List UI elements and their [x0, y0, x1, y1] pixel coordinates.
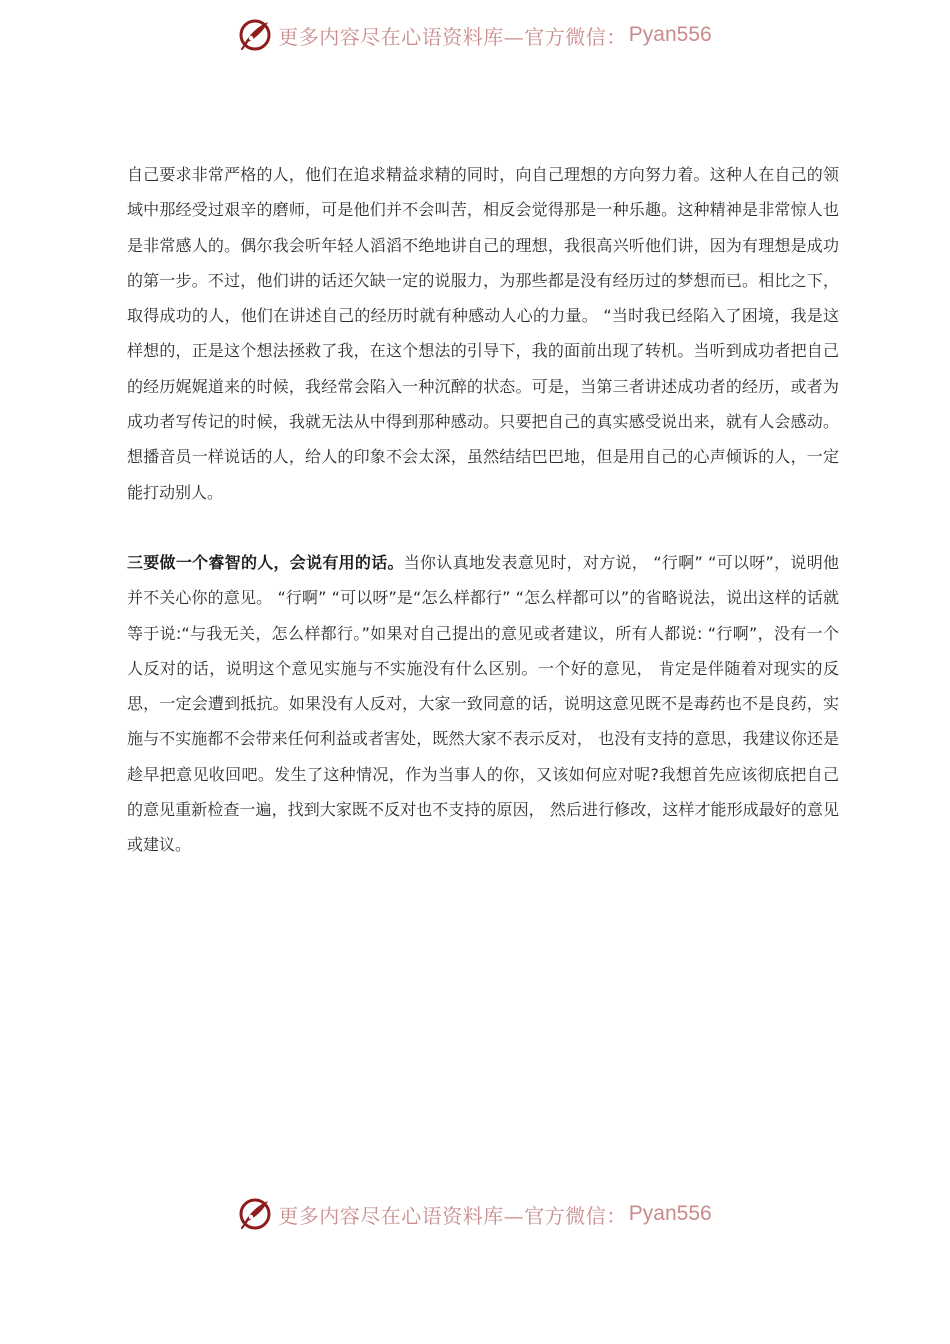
- quill-seal-icon: [238, 18, 272, 52]
- footer-watermark: [0, 1194, 950, 1234]
- watermark-text: 更多内容尽在心语资料库—官方微信：: [278, 1203, 627, 1228]
- watermark-wechat-id: Pyan556: [628, 1202, 712, 1225]
- watermark-wechat-id: Pyan556: [628, 23, 712, 46]
- watermark-text: 更多内容尽在心语资料库—官方微信：: [278, 24, 627, 49]
- document-body: [127, 157, 839, 863]
- quill-seal-icon: [238, 1197, 272, 1231]
- paragraph-2-text: 当你认真地发表意见时，对方说， “行啊” “可以呀”，说明他并不关心你的意见。 “行啊” “可以呀”是“怎么样都行” “怎么样都可以”的省略说法，说出这样的话就等于说:“与我无关，怎么样都行。”如果对自己提出的意见或者建议，所有人都说: “行啊”，没有一个人反对的话，说明这个意见实施与不实施没有什么区别。一个好的意见， 肯定是伴随着对现实的反思，一定会遭到抵抗。如果没有人反对，大家一致同意的话，说明这意见既不是毒药也不是良药，实施与不实施都不会带来任何利益或者害处，既然大家不表示反对， 也没有支持的意思，我建议你还是趁早把意见收回吧。发生了这种情况，作为当事人的你，又该如何应对呢?我想首先应该彻底把自己的意见重新检查一遍，找到大家既不反对也不支持的原因， 然后进行修改，这样才能形成最好的意见或建议。: [127, 552, 839, 855]
- paragraph-1-text: 自己要求非常严格的人，他们在追求精益求精的同时，向自己理想的方向努力着。这种人在自己的领域中那经受过艰辛的磨师，可是他们并不会叫苦，相反会觉得那是一种乐趣。这种精神是非常惊人也是非常感人的。偶尔我会听年轻人滔滔不绝地讲自己的理想，我很高兴听他们讲，因为有理想是成功的第一步。不过，他们讲的话还欠缺一定的说服力，为那些都是没有经历过的梦想而已。相比之下，取得成功的人，他们在讲述自己的经历时就有种感动人心的力量。 “当时我已经陷入了困境，我是这样想的，正是这个想法拯救了我，在这个想法的引导下，我的面前出现了转机。当听到成功者把自己的经历娓娓道来的时候，我经常会陷入一种沉醉的状态。可是，当第三者讲述成功者的经历，或者为成功者写传记的时候，我就无法从中得到那种感动。只要把自己的真实感受说出来，就有人会感动。想播音员一样说话的人，给人的印象不会太深，虽然结结巴巴地，但是用自己的心声倾诉的人，一定能打动别人。: [127, 165, 839, 502]
- header-watermark: [0, 15, 950, 55]
- paragraph-2-lead: 三要做一个睿智的人，会说有用的话。: [127, 552, 404, 572]
- paragraph-1: [127, 157, 839, 510]
- paragraph-2: [127, 545, 839, 863]
